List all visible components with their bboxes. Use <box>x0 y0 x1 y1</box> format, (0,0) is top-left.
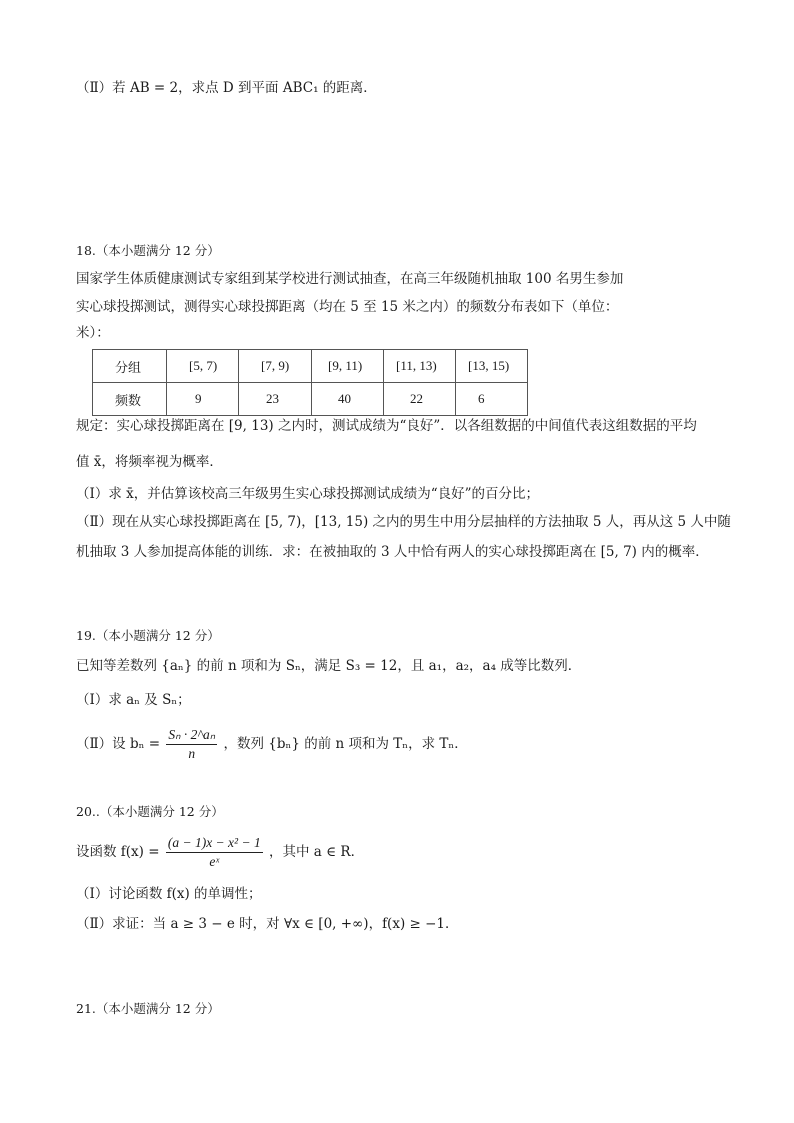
q18-part1: （Ⅰ）求 x̄，并估算该校高三年级男生实心球投掷测试成绩为“良好”的百分比； <box>76 486 540 502</box>
q19-part1: （Ⅰ）求 aₙ 及 Sₙ； <box>76 692 191 708</box>
q19-part2 <box>76 724 468 764</box>
q20-part1: （Ⅰ）讨论函数 f(x) 的单调性； <box>76 886 262 902</box>
table-cell: [5, 7) <box>167 350 239 383</box>
q18-part2-line1: （Ⅱ）现在从实心球投掷距离在 [5, 7)，[13, 15) 之内的男生中用分层抽样的方法抽取 5 人，再从这 5 人中随 <box>76 514 731 530</box>
table-cell: 频数 <box>93 383 167 416</box>
q18-paragraph-2: 实心球投掷测试，测得实心球投掷距离（均在 5 至 15 米之内）的频数分布表如下（单位： <box>76 299 619 315</box>
table-cell: 9 <box>167 383 239 416</box>
q18-paragraph-3: 米）： <box>76 325 110 341</box>
q20-suffix: ，其中 a ∈ R． <box>269 844 365 860</box>
table-row-frequency <box>93 383 528 416</box>
table-cell: 23 <box>239 383 312 416</box>
table-cell: 6 <box>456 383 528 416</box>
q18-paragraph-1: 国家学生体质健康测试专家组到某学校进行测试抽查，在高三年级随机抽取 100 名男生参加 <box>76 271 624 287</box>
table-row-group <box>93 350 528 383</box>
q19-fraction-denominator: n <box>188 746 196 761</box>
q18-part2-line2: 机抽取 3 人参加提高体能的训练．求：在被抽取的 3 人中恰有两人的实心球投掷距离在 [5, 7) 内的概率． <box>76 544 709 560</box>
q19-part2-prefix: （Ⅱ）设 bₙ = <box>76 736 161 752</box>
q20-prefix: 设函数 f(x) = <box>76 844 160 860</box>
table-cell: 40 <box>312 383 384 416</box>
q20-fraction <box>166 834 263 871</box>
table-cell: [13, 15) <box>456 350 528 383</box>
q19-fraction <box>166 726 217 763</box>
q19-fraction-numerator: Sₙ · 2^aₙ <box>166 726 217 745</box>
q17-part2: （Ⅱ）若 AB = 2，求点 D 到平面 ABC₁ 的距离． <box>76 80 377 96</box>
q20-header: 20..（本小题满分 12 分） <box>76 804 224 819</box>
q19-header: 19.（本小题满分 12 分） <box>76 628 220 643</box>
q18-header: 18.（本小题满分 12 分） <box>76 243 220 258</box>
table-cell: 22 <box>384 383 456 416</box>
table-cell: 分组 <box>93 350 167 383</box>
q18-rule-1: 规定：实心球投掷距离在 [9, 13) 之内时，测试成绩为“良好”．以各组数据的中间值代表这组数据的平均 <box>76 418 697 434</box>
q19-paragraph: 已知等差数列 {aₙ} 的前 n 项和为 Sₙ，满足 S₃ = 12，且 a₁，a₂，a₄ 成等比数列． <box>76 658 582 674</box>
q20-fraction-numerator: (a − 1)x − x² − 1 <box>166 834 263 853</box>
q21-header: 21.（本小题满分 12 分） <box>76 1001 220 1016</box>
table-cell: [7, 9) <box>239 350 312 383</box>
q20-fraction-denominator: eˣ <box>209 854 220 869</box>
q18-rule-2: 值 x̄，将频率视为概率． <box>76 454 223 470</box>
table-cell: [11, 13) <box>384 350 456 383</box>
frequency-table <box>92 349 528 416</box>
q19-part2-suffix: ，数列 {bₙ} 的前 n 项和为 Tₙ，求 Tₙ． <box>223 736 468 752</box>
q20-part2: （Ⅱ）求证：当 a ≥ 3 − e 时，对 ∀x ∈ [0, +∞)，f(x) ≥ −1． <box>76 916 459 932</box>
table-cell: [9, 11) <box>312 350 384 383</box>
q20-paragraph <box>76 832 364 872</box>
